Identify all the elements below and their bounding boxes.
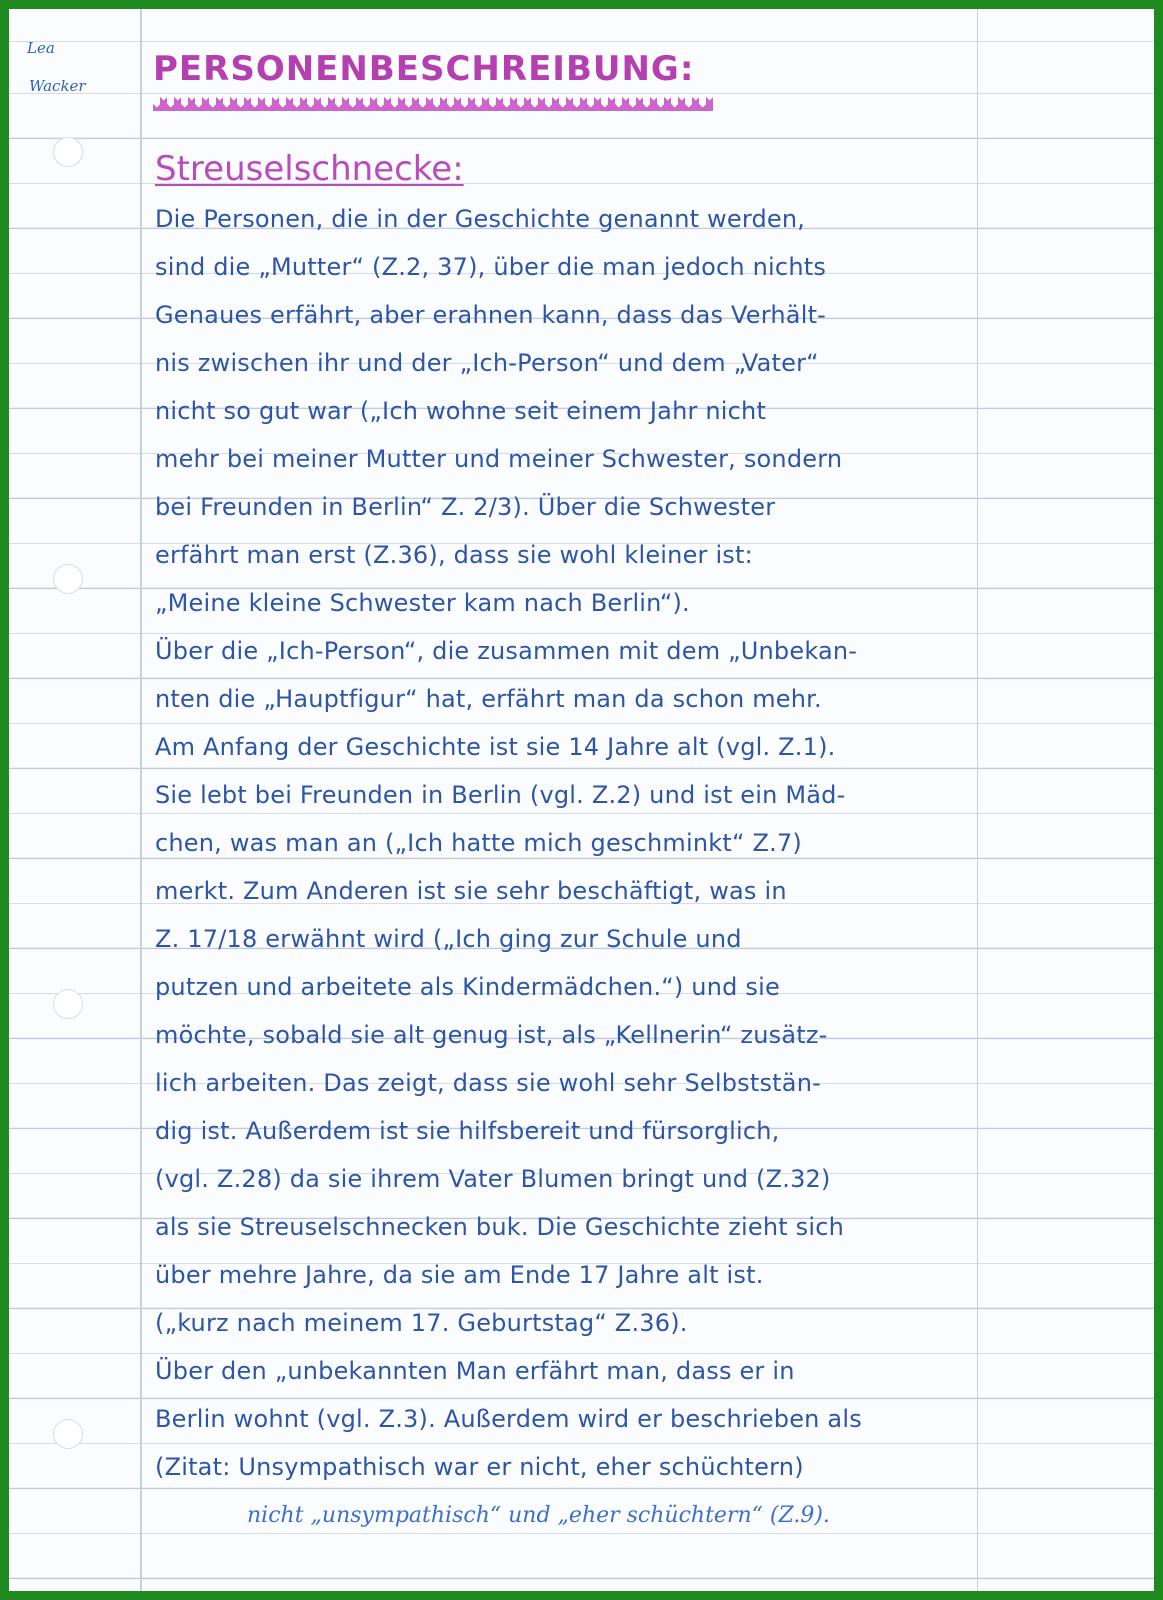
lined-paper [9,9,1154,1591]
text-line: möchte, sobald sie alt genug ist, als „Kellnerin“ zusätz- [155,1021,828,1049]
author-last-name: Wacker [29,77,86,95]
author-first-name: Lea [27,39,55,57]
text-line: dig ist. Außerdem ist sie hilfsbereit und fürsorglich, [155,1117,780,1145]
punch-hole [53,1419,83,1449]
page-title: PERSONENBESCHREIBUNG: [153,49,695,89]
right-margin-line [977,9,978,1591]
text-line: sind die „Mutter“ (Z.2, 37), über die man jedoch nichts [155,253,827,281]
text-line: mehr bei meiner Mutter und meiner Schwester, sondern [155,445,843,473]
text-line: Sie lebt bei Freunden in Berlin (vgl. Z.2) und ist ein Mäd- [155,781,846,809]
text-line: merkt. Zum Anderen ist sie sehr beschäftigt, was in [155,877,787,905]
punch-hole [53,564,83,594]
text-line: Z. 17/18 erwähnt wird („Ich ging zur Schule und [155,925,742,953]
text-line: als sie Streuselschnecken buk. Die Geschichte zieht sich [155,1213,845,1241]
text-line: („kurz nach meinem 17. Geburtstag“ Z.36). [155,1309,688,1337]
text-line: nicht so gut war („Ich wohne seit einem Jahr nicht [155,397,767,425]
text-line: (Zitat: Unsympathisch war er nicht, eher schüchtern) [155,1453,804,1481]
text-line: bei Freunden in Berlin“ Z. 2/3). Über die Schwester [155,493,776,521]
text-line: lich arbeiten. Das zeigt, dass sie wohl sehr Selbststän- [155,1069,821,1097]
text-line: Über die „Ich-Person“, die zusammen mit dem „Unbekan- [155,637,858,665]
text-line: nten die „Hauptfigur“ hat, erfährt man da schon mehr. [155,685,822,713]
text-line: Berlin wohnt (vgl. Z.3). Außerdem wird er beschrieben als [155,1405,862,1433]
title-triangle-decoration [153,97,713,111]
text-line: über mehre Jahre, da sie am Ende 17 Jahre alt ist. [155,1261,764,1289]
text-line: Genaues erfährt, aber erahnen kann, dass das Verhält- [155,301,827,329]
text-line: nis zwischen ihr und der „Ich-Person“ und dem „Vater“ [155,349,819,377]
text-line: Am Anfang der Geschichte ist sie 14 Jahre alt (vgl. Z.1). [155,733,836,761]
punch-hole [53,989,83,1019]
text-line: putzen und arbeitete als Kindermädchen.“) und sie [155,973,780,1001]
text-line: (vgl. Z.28) da sie ihrem Vater Blumen bringt und (Z.32) [155,1165,831,1193]
margin-line [140,9,142,1591]
punch-hole [53,137,83,167]
text-line: Die Personen, die in der Geschichte genannt werden, [155,205,806,233]
correction-line: nicht „unsympathisch“ und „eher schüchtern“ (Z.9). [247,1503,830,1528]
text-line: erfährt man erst (Z.36), dass sie wohl kleiner ist: [155,541,753,569]
text-line: chen, was man an („Ich hatte mich geschminkt“ Z.7) [155,829,802,857]
text-line: Über den „unbekannten Man erfährt man, dass er in [155,1357,795,1385]
section-heading: Streuselschnecke: [155,149,464,189]
text-line: „Meine kleine Schwester kam nach Berlin“). [155,589,690,617]
